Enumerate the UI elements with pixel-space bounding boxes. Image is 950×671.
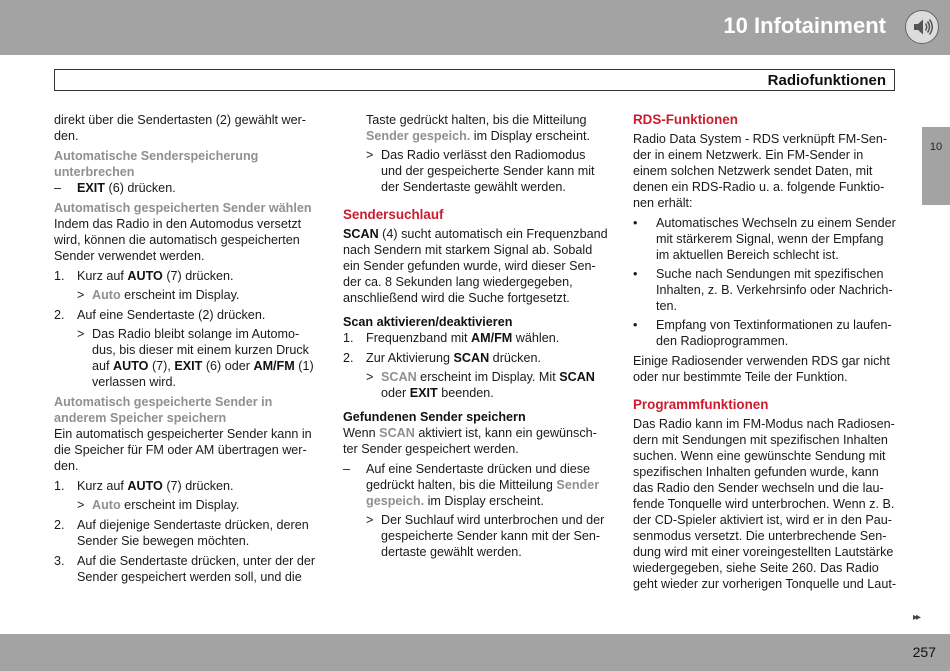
step-item: 2. Zur Aktivierung SCAN drücken. (343, 351, 541, 365)
column-3 (633, 112, 897, 592)
step-item: 1. Kurz auf AUTO (7) drücken. (54, 269, 234, 283)
dash-item: – EXIT (6) drücken. (54, 181, 176, 195)
paragraph: Einige Radiosender verwenden RDS gar nicht oder nur bestimmte Teile der Funktion. (633, 354, 890, 384)
step-item: 2. Auf diejenige Sendertaste drücken, deren Sender Sie bewegen möchten. (54, 518, 309, 548)
dash-item: – Auf eine Sendertaste drücken und diese gedrückt halten, bis die Mitteilung Sender gespeich. im Display erscheint. (343, 462, 600, 508)
paragraph: Ein automatisch gespeicherter Sender kann in die Speicher für FM oder AM übertragen wer-den. (54, 427, 312, 473)
result-item: > SCAN erscheint im Display. Mit SCAN oder EXIT beenden. (366, 370, 595, 400)
chapter-title: 10 Infotainment (723, 13, 886, 38)
continue-arrows-icon: ▸▸ (913, 612, 920, 623)
step-item: 1. Kurz auf AUTO (7) drücken. (54, 479, 234, 493)
footer-bar (0, 634, 950, 671)
result-item: > Auto erscheint im Display. (77, 288, 240, 302)
result-item: > Das Radio bleibt solange im Automo-dus, bis dieser mit einem kurzen Druck auf AUTO (7), EXIT (6) oder AM/FM (1) verlassen wird. (77, 327, 314, 389)
side-tab-label: 10 (929, 141, 943, 153)
paragraph: Indem das Radio in den Automodus versetzt wird, können die automatisch gespeicherten Sender verwendet werden. (54, 217, 302, 263)
column-2 (343, 112, 608, 560)
step-item: 1. Frequenzband mit AM/FM wählen. (343, 331, 560, 345)
result-item: > Das Radio verlässt den Radiomodus und der gespeicherte Sender kann mit der Sendertaste gewählt werden. (366, 148, 595, 194)
section-title: Radiofunktionen (767, 72, 886, 89)
subheading: Automatisch gespeicherte Sender in anderem Speicher speichern (54, 395, 273, 425)
subheading: Automatische Senderspeicherung unterbrechen (54, 149, 259, 179)
paragraph: SCAN (4) sucht automatisch ein Frequenzband nach Sendern mit starkem Signal ab. Sobald ein Sender gefunden wurde, wird dieser Sen-der ca. 8 Sekunden lang wiedergegeben, anschließend wird die Suche fortgesetzt. (343, 227, 608, 305)
bullet-item: • Suche nach Sendungen mit spezifischen Inhalten, z. B. Verkehrsinfo oder Nachrich-ten. (633, 267, 893, 313)
chapter-header-bar (0, 0, 950, 55)
chapter-side-tab (922, 127, 950, 205)
bullet-item: • Automatisches Wechseln zu einem Sender mit stärkerem Signal, wenn der Empfang im aktuellen Bereich schlecht ist. (633, 216, 896, 262)
subheading: Gefundenen Sender speichern (343, 410, 526, 424)
subheading: Scan aktivieren/deaktivieren (343, 315, 513, 329)
paragraph: direkt über die Sendertasten (2) gewählt wer-den. (54, 113, 307, 143)
result-item: > Auto erscheint im Display. (77, 498, 240, 512)
column-1 (54, 112, 318, 585)
section-header (54, 69, 895, 91)
section-heading: Sendersuchlauf (343, 207, 444, 222)
page-number: 257 (912, 644, 936, 660)
speaker-icon (905, 10, 939, 44)
section-heading: Programmfunktionen (633, 397, 769, 412)
section-heading: RDS-Funktionen (633, 112, 738, 127)
subheading: Automatisch gespeicherten Sender wählen (54, 201, 312, 215)
paragraph: Radio Data System - RDS verknüpft FM-Sen-der in einem Netzwerk. Ein FM-Sender in einem solchen Netzwerk sendet Daten, mit denen ein RDS-Radio u. a. folgende Funktio-nen erhält: (633, 132, 888, 210)
step-continuation: Taste gedrückt halten, bis die Mitteilung Sender gespeich. im Display erscheint. (366, 113, 590, 143)
step-item: 3. Auf die Sendertaste drücken, unter der der Sender gespeichert werden soll, und die (54, 554, 316, 584)
bullet-item: • Empfang von Textinformationen zu laufen-den Radioprogrammen. (633, 318, 892, 348)
result-item: > Der Suchlauf wird unterbrochen und der gespeicherte Sender kann mit der Sen-dertaste gewählt werden. (366, 513, 605, 559)
paragraph: Das Radio kann im FM-Modus nach Radiosen-dern mit Sendungen mit spezifischen Inhalten suchen. Wenn eine gewünschte Sendung mit spezifischen Inhalten gefunden wurde, kann das Radio den Sender wechseln und die lau-fende Tonquelle wird unterbrochen. Wenn z. B. der CD-Spieler aktiviert ist, wird er in den Pau-senmodus versetzt. Die unterbrechende Sen-dung wird mit einer voreingestellten Lautstärke wiedergegeben, siehe Seite 260. Das Radio geht wieder zur vorherigen Tonquelle und Laut- (633, 417, 897, 591)
paragraph: Wenn SCAN aktiviert ist, kann ein gewünsch-ter Sender gespeichert werden. (343, 426, 597, 456)
step-item: 2. Auf eine Sendertaste (2) drücken. (54, 308, 266, 322)
